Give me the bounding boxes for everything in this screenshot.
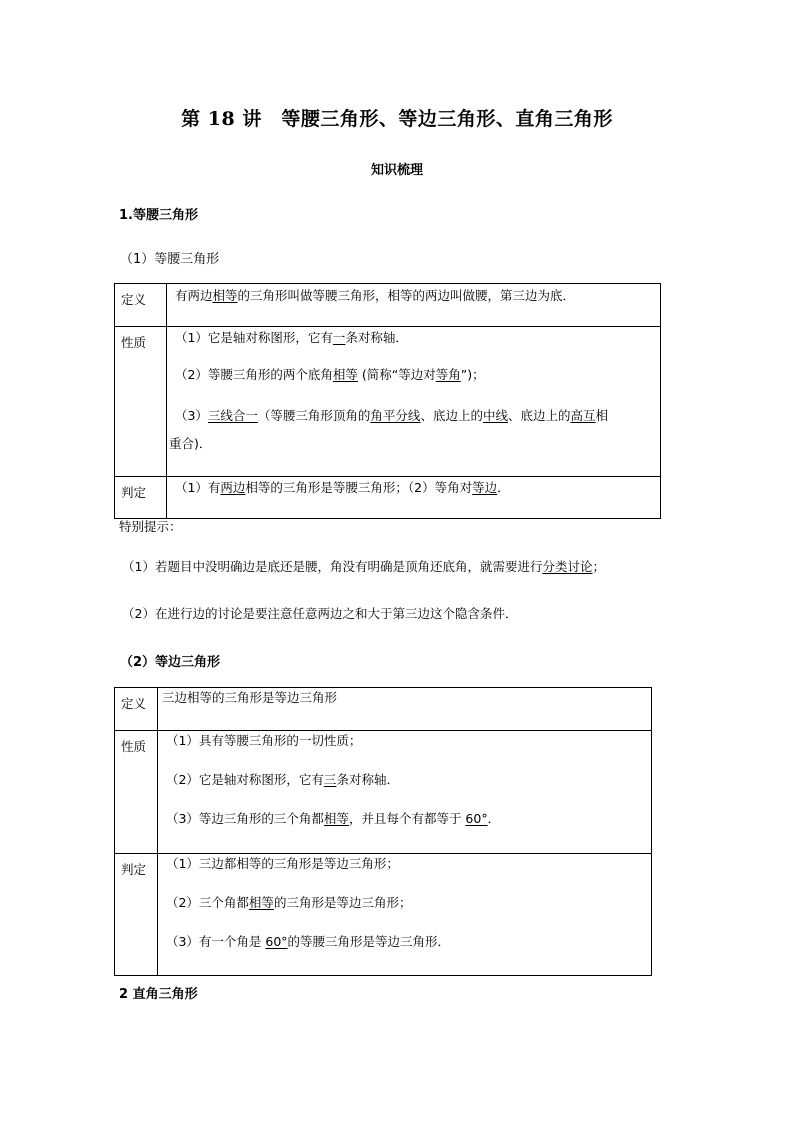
- tip-1: （1）若题目中没明确边是底还是腰，角没有明确是顶角还底角，就需要进行分类讨论；: [122, 559, 605, 574]
- fill-blank: 中线: [482, 408, 508, 423]
- section-subtitle: 知识梳理: [370, 163, 423, 178]
- label-judgement: 判定: [115, 477, 167, 519]
- table-row: [115, 327, 661, 477]
- tip-2: （2）在进行边的讨论是要注意任意两边之和大于第三边这个隐含条件．: [122, 606, 518, 621]
- subheading-isosceles: （1）等腰三角形: [120, 252, 220, 267]
- judgement-text: （1）有两边相等的三角形是等腰三角形；（2）等角对等边．: [174, 480, 510, 495]
- isosceles-table: [114, 283, 661, 519]
- fill-blank: 两边: [220, 480, 246, 495]
- fill-blank: 分类讨论: [542, 559, 593, 574]
- page-title: 第 18 讲 等腰三角形、等边三角形、直角三角形: [181, 108, 613, 130]
- properties-cell: [157, 731, 651, 854]
- definition-cell: [157, 688, 651, 731]
- property-1: （1）它是轴对称图形，它有一条对称轴．: [174, 330, 408, 345]
- fill-blank: 60°: [465, 811, 488, 826]
- table-row: [115, 477, 661, 519]
- heading-right-triangle: 2 直角三角形: [119, 987, 198, 1002]
- fill-blank: 一: [332, 330, 346, 345]
- fill-blank: 等边: [472, 480, 498, 495]
- judgement-cell: [157, 854, 651, 976]
- heading-isosceles: 1.等腰三角形: [119, 208, 198, 223]
- fill-blank: 三: [323, 772, 337, 787]
- properties-cell: [166, 327, 660, 477]
- label-definition: 定义: [115, 688, 158, 731]
- tips-title: 特别提示：: [119, 519, 182, 534]
- judgement-3: （3）有一个角是 60°的等腰三角形是等边三角形．: [165, 934, 451, 949]
- fill-blank: 相等: [212, 288, 238, 303]
- definition-text: 三边相等的三角形是等边三角形: [161, 690, 337, 705]
- fill-blank: 等角: [435, 367, 461, 382]
- fill-blank: 高互: [570, 408, 596, 423]
- subheading-equilateral: （2）等边三角形: [120, 655, 221, 670]
- table-row: [115, 854, 652, 976]
- fill-blank: 三线合一: [207, 408, 258, 423]
- label-properties: 性质: [115, 731, 158, 854]
- label-judgement: 判定: [115, 854, 158, 976]
- property-3: （3）等边三角形的三个角都相等，并且每个有都等于 60°．: [165, 811, 501, 826]
- table-row: [115, 688, 652, 731]
- fill-blank: 相等: [323, 811, 349, 826]
- fill-blank: 相等: [248, 895, 274, 910]
- judgement-1: （1）三边都相等的三角形是等边三角形；: [165, 856, 399, 871]
- judgement-cell: [166, 477, 660, 519]
- table-row: [115, 731, 652, 854]
- label-properties: 性质: [115, 327, 167, 477]
- fill-blank: 角平分线: [370, 408, 421, 423]
- definition-cell: [166, 284, 660, 327]
- fill-blank: 60°: [265, 934, 288, 949]
- property-3: （3）三线合一（等腰三角形顶角的角平分线、底边上的中线、底边上的高互相: [174, 408, 609, 423]
- judgement-2: （2）三个角都相等的三角形是等边三角形；: [165, 895, 412, 910]
- property-1: （1）具有等腰三角形的一切性质；: [165, 733, 362, 748]
- label-definition: 定义: [115, 284, 167, 327]
- table-row: [115, 284, 661, 327]
- definition-text: 有两边相等的三角形叫做等腰三角形，相等的两边叫做腰，第三边为底．: [174, 288, 575, 303]
- fill-blank: 相等: [332, 367, 358, 382]
- equilateral-table: [114, 687, 652, 976]
- property-3-cont: 重合)．: [168, 436, 212, 451]
- property-2: （2）等腰三角形的两个底角相等 (简称“等边对等角”)；: [174, 367, 485, 382]
- property-2: （2）它是轴对称图形，它有三条对称轴．: [165, 772, 399, 787]
